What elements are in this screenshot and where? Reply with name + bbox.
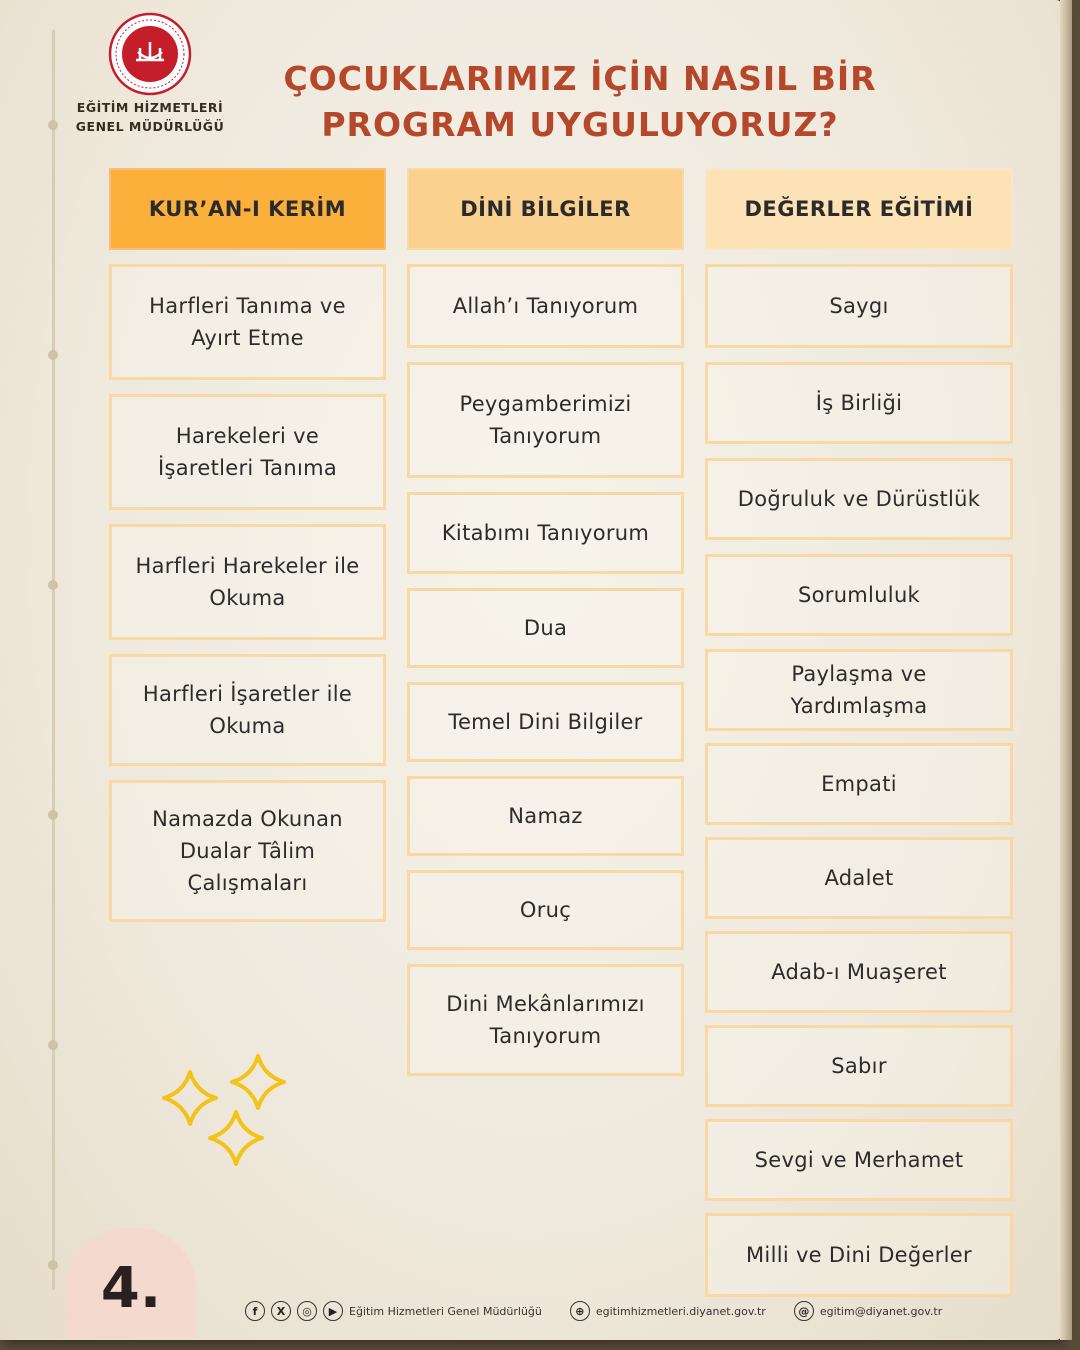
list-item: İş Birliği [705,362,1013,444]
list-item: Doğruluk ve Dürüstlük [705,458,1013,540]
list-item: Harfleri Tanıma ve Ayırt Etme [109,264,386,380]
page-title [250,56,910,148]
stitch-hole [48,350,58,360]
stitch-hole [48,120,58,130]
list-item: Oruç [407,870,684,950]
facebook-icon[interactable]: f [245,1301,265,1321]
list-item: Sevgi ve Merhamet [705,1119,1013,1201]
page-number: 4. [66,1228,196,1338]
x-icon[interactable]: X [271,1301,291,1321]
email-icon: @ [794,1301,814,1321]
list-item: Dua [407,588,684,668]
list-item: Allah’ı Tanıyorum [407,264,684,348]
diyanet-seal-icon [108,12,192,96]
list-item: Namazda Okunan Dualar Tâlim Çalışmaları [109,780,386,922]
list-item: Harfleri Harekeler ile Okuma [109,524,386,640]
title-line-2: PROGRAM UYGULUYORUZ? [321,105,839,144]
list-item: Sabır [705,1025,1013,1107]
list-item: Dini Mekânlarımızı Tanıyorum [407,964,684,1076]
org-name: EĞİTİM HİZMETLERİ GENEL MÜDÜRLÜĞÜ [75,100,225,134]
website-link[interactable]: egitimhizmetleri.diyanet.gov.tr [595,1304,766,1318]
list-item: Sorumluluk [705,554,1013,636]
globe-icon: ⊕ [570,1301,590,1321]
column-heading: DİNİ BİLGİLER [407,168,684,250]
instagram-icon[interactable]: ◎ [297,1301,317,1321]
stitch-hole [48,1260,58,1270]
social-account-name: Eğitim Hizmetleri Genel Müdürlüğü [349,1304,542,1318]
page-edge [1060,0,1072,1340]
list-item: Adab-ı Muaşeret [705,931,1013,1013]
stitch-hole [48,580,58,590]
email-link[interactable]: egitim@diyanet.gov.tr [819,1304,943,1318]
list-item: Namaz [407,776,684,856]
stitch-hole [48,1040,58,1050]
footer [245,1298,942,1324]
binding-stitch [52,30,61,1290]
title-line-1: ÇOCUKLARIMIZ İÇİN NASIL BİR [283,59,877,98]
list-item: Paylaşma ve Yardımlaşma [705,649,1013,731]
list-item: Saygı [705,264,1013,348]
column-heading: DEĞERLER EĞİTİMİ [705,168,1013,250]
youtube-icon[interactable]: ▶ [323,1301,343,1321]
list-item: Milli ve Dini Değerler [705,1213,1013,1297]
sparkles-icon [160,1050,300,1180]
list-item: Peygamberimizi Tanıyorum [407,362,684,478]
column-heading: KUR’AN-I KERİM [109,168,386,250]
list-item: Harekeleri ve İşaretleri Tanıma [109,394,386,510]
stitch-hole [48,810,58,820]
list-item: Kitabımı Tanıyorum [407,492,684,574]
list-item: Harfleri İşaretler ile Okuma [109,654,386,766]
list-item: Adalet [705,837,1013,919]
list-item: Empati [705,743,1013,825]
list-item: Temel Dini Bilgiler [407,682,684,762]
